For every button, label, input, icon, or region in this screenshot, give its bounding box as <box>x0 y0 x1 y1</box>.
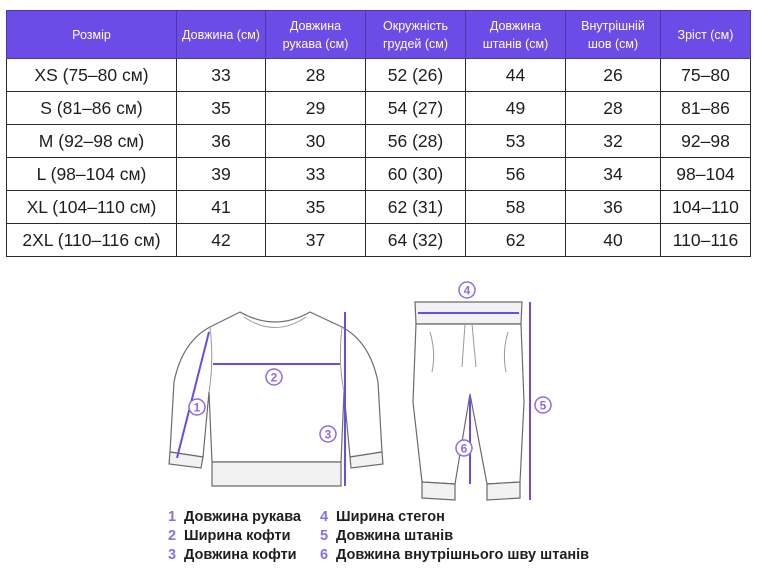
table-cell: 28 <box>566 92 661 125</box>
table-cell: 29 <box>266 92 366 125</box>
header-height: Зріст (см) <box>661 11 751 59</box>
table-row <box>7 158 751 191</box>
svg-text:3: 3 <box>324 427 332 442</box>
table-cell: 49 <box>466 92 566 125</box>
table-cell: 56 <box>466 158 566 191</box>
table-cell: 39 <box>177 158 266 191</box>
table-cell: 28 <box>266 59 366 92</box>
legend-number: 1 <box>168 509 177 525</box>
size-table <box>6 10 751 257</box>
legend-number: 3 <box>168 547 177 563</box>
table-cell: M (92–98 см) <box>7 125 177 158</box>
table-cell: 54 (27) <box>366 92 466 125</box>
table-cell: XL (104–110 см) <box>7 191 177 224</box>
table-row <box>7 59 751 92</box>
legend-number: 6 <box>320 547 329 563</box>
legend-number: 5 <box>320 528 329 544</box>
header-size: Розмір <box>7 11 177 59</box>
marker-5 <box>535 397 551 413</box>
legend-label: Довжина внутрішнього шву штанів <box>336 547 590 563</box>
table-cell: 36 <box>566 191 661 224</box>
table-cell: 26 <box>566 59 661 92</box>
svg-text:4: 4 <box>463 283 471 298</box>
marker-2 <box>266 369 282 385</box>
table-cell: XS (75–80 см) <box>7 59 177 92</box>
table-cell: 56 (28) <box>366 125 466 158</box>
legend-item <box>320 508 589 527</box>
table-cell: 52 (26) <box>366 59 466 92</box>
table-cell: 58 <box>466 191 566 224</box>
table-cell: L (98–104 см) <box>7 158 177 191</box>
table-cell: 35 <box>266 191 366 224</box>
marker-1 <box>189 399 205 415</box>
marker-6 <box>456 440 472 456</box>
table-cell: 53 <box>466 125 566 158</box>
table-row <box>7 92 751 125</box>
legend-item <box>320 527 589 546</box>
header-sleeve-length: Довжина рукава (см) <box>266 11 366 59</box>
table-row <box>7 125 751 158</box>
legend-item <box>168 508 301 527</box>
svg-text:6: 6 <box>460 441 468 456</box>
marker-3 <box>320 426 336 442</box>
table-cell: 34 <box>566 158 661 191</box>
marker-4 <box>459 282 475 298</box>
table-cell: 33 <box>266 158 366 191</box>
table-cell: 40 <box>566 224 661 257</box>
table-cell: 64 (32) <box>366 224 466 257</box>
table-cell: 62 (31) <box>366 191 466 224</box>
legend-item <box>320 546 589 565</box>
table-cell: 60 (30) <box>366 158 466 191</box>
table-cell: 32 <box>566 125 661 158</box>
legend-label: Довжина штанів <box>336 528 454 544</box>
legend-label: Довжина кофти <box>184 547 297 563</box>
legend-label: Ширина стегон <box>336 509 445 525</box>
legend-label: Довжина рукава <box>184 509 302 525</box>
table-cell: 92–98 <box>661 125 751 158</box>
legend-column-left <box>168 508 301 565</box>
measurement-legend <box>168 508 638 568</box>
legend-item <box>168 546 301 565</box>
sweatshirt-drawing <box>169 312 383 486</box>
table-header-row <box>7 11 751 59</box>
table-cell: 30 <box>266 125 366 158</box>
table-cell: 44 <box>466 59 566 92</box>
legend-item <box>168 527 301 546</box>
pants-drawing <box>413 302 530 500</box>
garment-diagram <box>0 272 757 502</box>
legend-number: 2 <box>168 528 177 544</box>
table-cell: S (81–86 см) <box>7 92 177 125</box>
svg-text:2: 2 <box>270 370 278 385</box>
svg-text:1: 1 <box>193 400 201 415</box>
table-cell: 35 <box>177 92 266 125</box>
table-cell: 75–80 <box>661 59 751 92</box>
header-chest: Окружність грудей (см) <box>366 11 466 59</box>
table-cell: 41 <box>177 191 266 224</box>
table-cell: 33 <box>177 59 266 92</box>
header-length: Довжина (см) <box>177 11 266 59</box>
header-inseam: Внутрішній шов (см) <box>566 11 661 59</box>
table-cell: 37 <box>266 224 366 257</box>
legend-number: 4 <box>320 509 329 525</box>
table-cell: 42 <box>177 224 266 257</box>
table-row <box>7 191 751 224</box>
table-cell: 62 <box>466 224 566 257</box>
table-cell: 36 <box>177 125 266 158</box>
table-cell: 110–116 <box>661 224 751 257</box>
table-row <box>7 224 751 257</box>
legend-label: Ширина кофти <box>184 528 291 544</box>
table-cell: 2XL (110–116 см) <box>7 224 177 257</box>
table-cell: 98–104 <box>661 158 751 191</box>
legend-column-right <box>320 508 589 565</box>
table-cell: 81–86 <box>661 92 751 125</box>
svg-text:5: 5 <box>539 398 547 413</box>
header-pants-length: Довжина штанів (см) <box>466 11 566 59</box>
table-cell: 104–110 <box>661 191 751 224</box>
